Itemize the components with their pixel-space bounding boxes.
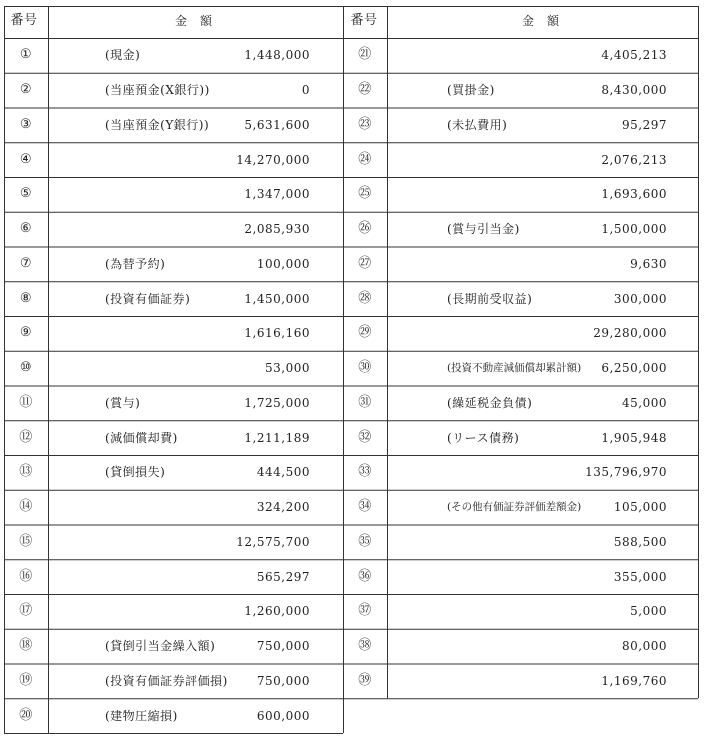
left-row-amount: 600,000 [256,708,310,723]
left-row-amount: 53,000 [265,361,310,376]
left-row-number: ⑰ [19,603,33,619]
right-row-amount: 6,250,000 [601,361,667,376]
right-row-label: (リース債務) [447,430,520,445]
left-row-number: ⑬ [19,464,33,480]
right-row-number: ㉔ [358,151,372,167]
right-row-number: ㉜ [358,429,372,445]
left-row-amount: 444,500 [256,465,310,480]
right-row-amount: 4,405,213 [601,48,667,63]
left-row-number: ⑱ [19,638,33,654]
left-row-number: ⑲ [19,672,33,688]
left-row-number: ⑩ [19,360,33,376]
left-row-amount: 12,575,700 [236,534,310,549]
right-row-number: ㊴ [358,672,372,688]
right-row-amount: 8,430,000 [601,83,667,98]
left-row-amount: 565,297 [256,569,310,584]
right-row-amount: 9,630 [630,256,667,271]
right-row-amount: 588,500 [613,534,667,549]
right-row-label: (その他有価証券評価差額金) [447,501,582,514]
left-row-amount: 1,347,000 [244,187,310,202]
right-row-number: ㉖ [358,221,372,237]
left-row-label: (賞与) [105,395,141,410]
left-row-amount: 324,200 [256,500,310,515]
right-row-amount: 1,169,760 [601,673,667,688]
right-row-amount: 29,280,000 [593,326,667,341]
left-row-number: ① [19,47,33,63]
right-row-amount: 355,000 [613,569,667,584]
right-row-number: ㊳ [358,638,372,654]
left-row-amount: 1,450,000 [244,291,310,306]
right-row-amount: 135,796,970 [585,465,667,480]
left-row-amount: 5,631,600 [244,117,310,132]
left-row-number: ③ [19,116,33,132]
right-row-amount: 80,000 [622,639,667,654]
left-row-label: (為替予約) [105,256,166,271]
right-row-number: ㉘ [358,290,372,306]
right-row-number: ㊲ [358,603,372,619]
left-number-header: 番号 [10,13,38,28]
left-row-label: (当座預金(Y銀行)) [105,117,210,132]
left-row-amount: 1,211,189 [244,430,310,445]
left-row-amount: 0 [301,83,310,98]
right-row-number: ㉞ [358,499,372,515]
right-row-number: ㉑ [358,47,372,63]
right-row-label: (賞与引当金) [447,222,520,237]
left-row-label: (貸倒引当金繰入額) [105,639,216,654]
left-row-label: (当座預金(X銀行)) [105,83,210,98]
left-row-amount: 1,260,000 [244,604,310,619]
right-row-label: (投資不動産減価償却累計額) [447,362,582,375]
left-row-label: (減価償却費) [105,430,178,445]
left-row-number: ⑨ [19,325,33,341]
left-row-number: ⑦ [19,255,33,271]
left-row-number: ⑧ [19,290,33,306]
left-row-amount: 100,000 [256,256,310,271]
right-row-amount: 2,076,213 [601,152,667,167]
right-row-label: (未払費用) [447,117,508,132]
left-row-amount: 1,725,000 [244,395,310,410]
right-row-amount: 95,297 [622,117,667,132]
right-row-number: ㉗ [358,255,372,271]
right-row-amount: 1,905,948 [601,430,667,445]
left-row-amount: 1,616,160 [244,326,310,341]
right-row-amount: 105,000 [613,500,667,515]
right-row-number: ㉟ [358,533,372,549]
left-row-label: (建物圧縮損) [105,708,178,723]
left-row-amount: 2,085,930 [244,222,310,237]
left-row-amount: 1,448,000 [244,48,310,63]
right-row-amount: 1,693,600 [601,187,667,202]
left-row-number: ⑭ [19,499,33,515]
right-row-label: (繰延税金負債) [447,395,533,410]
left-row-number: ⑪ [19,394,33,410]
left-row-number: ⑯ [19,568,33,584]
right-row-number: ㉒ [358,82,372,98]
left-row-label: (貸倒損失) [105,465,166,480]
right-row-amount: 300,000 [613,291,667,306]
right-row-label: (長期前受収益) [447,291,533,306]
right-row-number: ㉙ [358,325,372,341]
right-row-number: ㉓ [358,116,372,132]
left-row-number: ⑫ [19,429,33,445]
right-amount-header: 金 額 [522,14,560,28]
left-row-number: ⑤ [19,186,33,202]
left-row-number: ④ [19,151,33,167]
right-row-number: ㉕ [358,186,372,202]
right-row-amount: 1,500,000 [601,222,667,237]
right-row-number: ㉚ [358,360,372,376]
left-row-number: ⑮ [19,533,33,549]
right-row-label: (買掛金) [447,83,495,98]
left-row-amount: 750,000 [256,639,310,654]
left-row-label: (投資有価証券評価損) [105,673,228,688]
left-row-amount: 750,000 [256,673,310,688]
left-amount-header: 金 額 [175,14,213,28]
right-row-number: ㉛ [358,394,372,410]
right-number-header: 番号 [350,13,378,28]
left-row-amount: 14,270,000 [236,152,310,167]
right-row-amount: 45,000 [622,395,667,410]
right-row-amount: 5,000 [630,604,667,619]
left-row-number: ⑳ [19,707,33,723]
left-row-number: ⑥ [19,221,33,237]
left-row-number: ② [19,82,33,98]
right-row-number: ㊱ [358,568,372,584]
left-row-label: (現金) [105,48,141,63]
left-row-label: (投資有価証券) [105,291,191,306]
right-row-number: ㉝ [358,464,372,480]
